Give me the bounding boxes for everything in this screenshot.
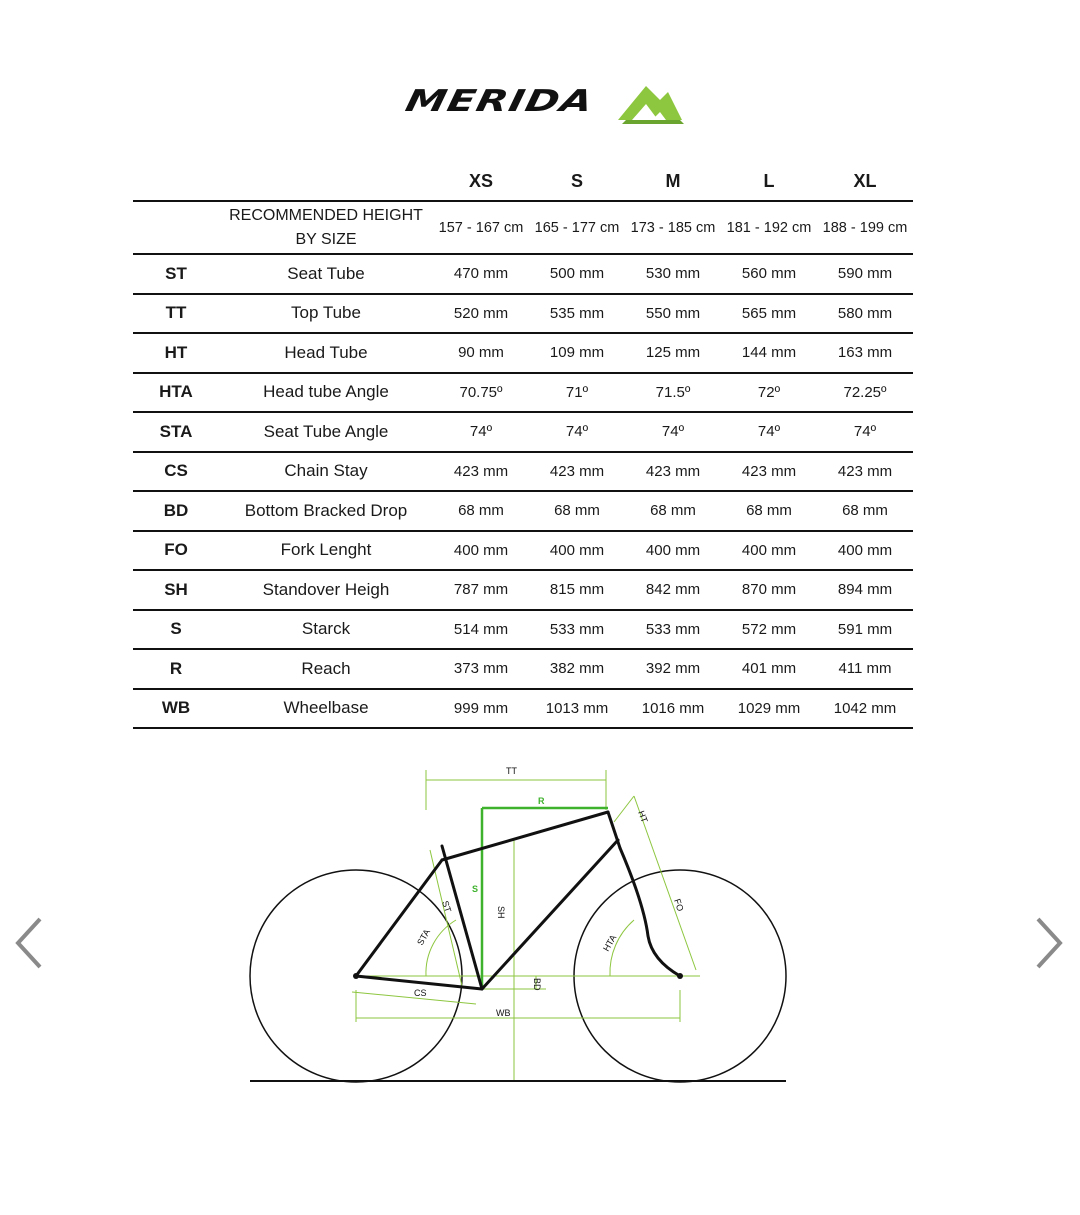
row-abbreviation: HT	[133, 333, 219, 373]
geometry-row	[133, 452, 913, 492]
size-header-row	[133, 162, 913, 201]
row-name: Head Tube	[219, 333, 433, 373]
geometry-row	[133, 649, 913, 689]
row-value: 400 mm	[721, 531, 817, 571]
row-value: 68 mm	[625, 491, 721, 531]
row-value: 74º	[721, 412, 817, 452]
row-abbreviation: STA	[133, 412, 219, 452]
row-value: 71º	[529, 373, 625, 413]
row-value: 590 mm	[817, 254, 913, 294]
row-value: 870 mm	[721, 570, 817, 610]
row-value: 999 mm	[433, 689, 529, 729]
row-value: 560 mm	[721, 254, 817, 294]
header-blank	[219, 162, 433, 201]
row-value: 535 mm	[529, 294, 625, 334]
row-value: 787 mm	[433, 570, 529, 610]
row-value: 533 mm	[625, 610, 721, 650]
row-value: 144 mm	[721, 333, 817, 373]
geometry-row	[133, 373, 913, 413]
header-blank	[133, 162, 219, 201]
row-name: Reach	[219, 649, 433, 689]
size-header: S	[529, 162, 625, 201]
merida-logo	[400, 80, 690, 135]
size-header: M	[625, 162, 721, 201]
row-value: 530 mm	[625, 254, 721, 294]
row-value: 894 mm	[817, 570, 913, 610]
row-value: 1029 mm	[721, 689, 817, 729]
row-value: 580 mm	[817, 294, 913, 334]
row-value: 411 mm	[817, 649, 913, 689]
row-abbreviation: ST	[133, 254, 219, 294]
geometry-row	[133, 610, 913, 650]
label-sta: STA	[415, 927, 433, 947]
rear-axle	[353, 973, 359, 979]
row-value: 68 mm	[529, 491, 625, 531]
row-abbreviation: WB	[133, 689, 219, 729]
geometry-row	[133, 491, 913, 531]
row-name: Wheelbase	[219, 689, 433, 729]
label-cs: CS	[414, 988, 427, 998]
row-abbreviation: CS	[133, 452, 219, 492]
geometry-row	[133, 570, 913, 610]
row-value: 74º	[529, 412, 625, 452]
row-value: 1042 mm	[817, 689, 913, 729]
row-value: 591 mm	[817, 610, 913, 650]
row-value: 1013 mm	[529, 689, 625, 729]
row-value: 71.5º	[625, 373, 721, 413]
row-value: 109 mm	[529, 333, 625, 373]
geometry-row	[133, 294, 913, 334]
row-value: 68 mm	[817, 491, 913, 531]
row-value: 74º	[433, 412, 529, 452]
size-header: L	[721, 162, 817, 201]
geometry-row	[133, 254, 913, 294]
row-abbreviation: R	[133, 649, 219, 689]
chevron-left-icon	[8, 913, 48, 973]
geometry-row	[133, 689, 913, 729]
row-value: 163 mm	[817, 333, 913, 373]
row-value: 72.25º	[817, 373, 913, 413]
geometry-table	[133, 162, 913, 729]
row-value: 514 mm	[433, 610, 529, 650]
row-abbreviation: S	[133, 610, 219, 650]
row-value: 565 mm	[721, 294, 817, 334]
recommended-height-value: 188 - 199 cm	[817, 201, 913, 254]
label-wb: WB	[496, 1008, 511, 1018]
recommended-height-label	[219, 201, 433, 254]
recommended-height-value: 157 - 167 cm	[433, 201, 529, 254]
row-abbreviation: BD	[133, 491, 219, 531]
row-value: 392 mm	[625, 649, 721, 689]
row-value: 382 mm	[529, 649, 625, 689]
row-abbreviation: HTA	[133, 373, 219, 413]
row-value: 70.75º	[433, 373, 529, 413]
row-name: Top Tube	[219, 294, 433, 334]
label-bd: BD	[532, 978, 542, 991]
row-value: 74º	[625, 412, 721, 452]
row-value: 550 mm	[625, 294, 721, 334]
label-ht: HT	[636, 809, 650, 824]
mountain-logo-icon	[618, 80, 688, 128]
row-value: 400 mm	[817, 531, 913, 571]
label-fo: FO	[672, 897, 686, 913]
size-header: XS	[433, 162, 529, 201]
recommended-height-value: 181 - 192 cm	[721, 201, 817, 254]
geometry-row	[133, 333, 913, 373]
row-name: Head tube Angle	[219, 373, 433, 413]
recommended-height-value: 173 - 185 cm	[625, 201, 721, 254]
row-abbreviation: TT	[133, 294, 219, 334]
next-slide-button[interactable]	[1030, 913, 1070, 973]
row-value: 125 mm	[625, 333, 721, 373]
row-abbreviation: SH	[133, 570, 219, 610]
row-name: Starck	[219, 610, 433, 650]
row-value: 400 mm	[625, 531, 721, 571]
blank-cell	[133, 201, 219, 254]
row-value: 1016 mm	[625, 689, 721, 729]
row-value: 572 mm	[721, 610, 817, 650]
row-value: 423 mm	[529, 452, 625, 492]
label-sh: SH	[496, 906, 506, 919]
recommended-height-row	[133, 201, 913, 254]
row-value: 400 mm	[529, 531, 625, 571]
row-value: 520 mm	[433, 294, 529, 334]
previous-slide-button[interactable]	[8, 913, 48, 973]
row-name: Fork Lenght	[219, 531, 433, 571]
row-abbreviation: FO	[133, 531, 219, 571]
recommended-height-label-line2: BY SIZE	[295, 230, 357, 248]
row-value: 423 mm	[625, 452, 721, 492]
row-name: Seat Tube Angle	[219, 412, 433, 452]
front-axle	[677, 973, 683, 979]
bike-frame	[356, 812, 680, 989]
row-name: Seat Tube	[219, 254, 433, 294]
row-value: 68 mm	[433, 491, 529, 531]
row-value: 423 mm	[817, 452, 913, 492]
row-value: 72º	[721, 373, 817, 413]
bike-geometry-diagram	[240, 760, 800, 1100]
row-name: Chain Stay	[219, 452, 433, 492]
row-value: 373 mm	[433, 649, 529, 689]
row-value: 533 mm	[529, 610, 625, 650]
size-header: XL	[817, 162, 913, 201]
row-value: 400 mm	[433, 531, 529, 571]
row-value: 401 mm	[721, 649, 817, 689]
row-name: Standover Heigh	[219, 570, 433, 610]
row-value: 90 mm	[433, 333, 529, 373]
row-value: 815 mm	[529, 570, 625, 610]
label-hta: HTA	[601, 932, 619, 953]
row-value: 74º	[817, 412, 913, 452]
recommended-height-label-line1: RECOMMENDED HEIGHT	[229, 206, 423, 224]
label-r: R	[538, 796, 545, 806]
row-value: 68 mm	[721, 491, 817, 531]
reach-stack-lines	[482, 808, 608, 989]
row-value: 842 mm	[625, 570, 721, 610]
recommended-height-value: 165 - 177 cm	[529, 201, 625, 254]
chevron-right-icon	[1030, 913, 1070, 973]
label-tt: TT	[506, 766, 517, 776]
row-name: Bottom Bracked Drop	[219, 491, 433, 531]
geometry-row	[133, 531, 913, 571]
label-s: S	[472, 884, 479, 894]
row-value: 423 mm	[433, 452, 529, 492]
row-value: 470 mm	[433, 254, 529, 294]
label-st: ST	[440, 899, 454, 914]
row-value: 500 mm	[529, 254, 625, 294]
brand-name: MERIDA	[402, 84, 598, 119]
geometry-row	[133, 412, 913, 452]
row-value: 423 mm	[721, 452, 817, 492]
